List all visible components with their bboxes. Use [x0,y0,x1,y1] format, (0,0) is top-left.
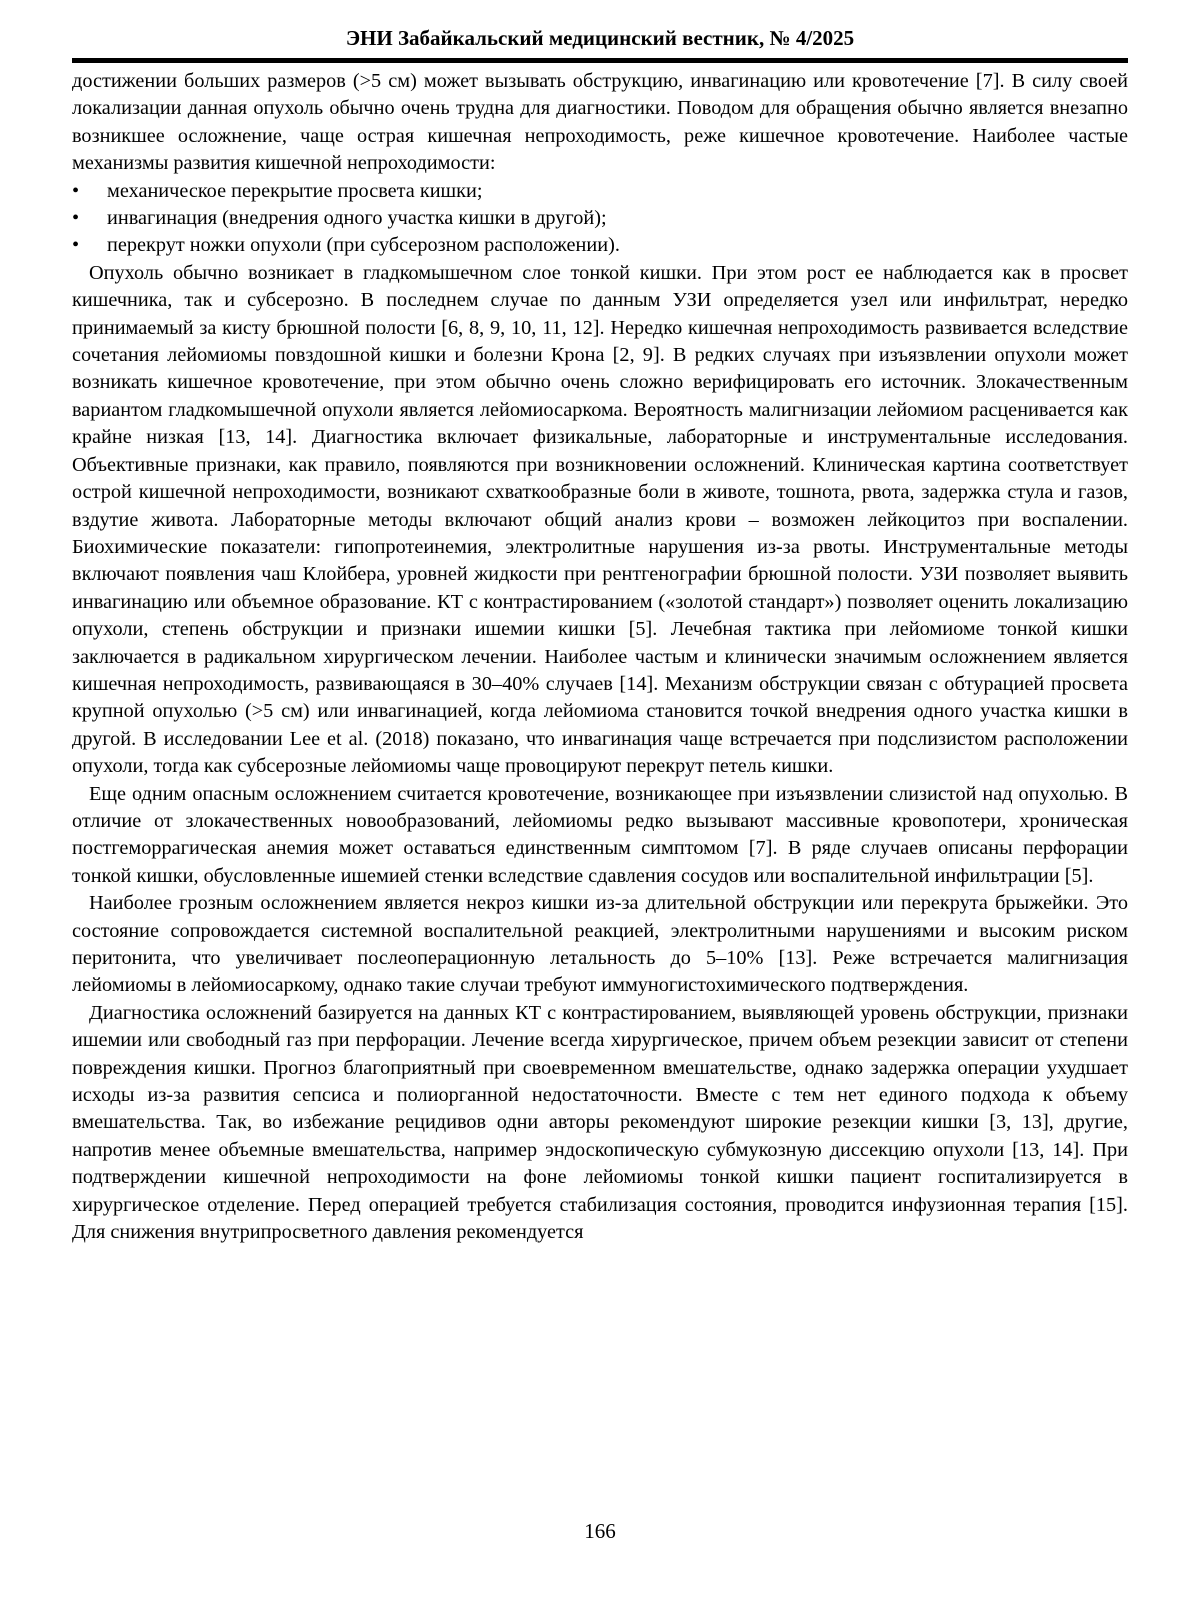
intro-paragraph: достижении больших размеров (>5 см) может вызывать обструкцию, инвагинацию или кровотечение [7]. В силу своей локализации данная опухоль обычно очень трудна для диагностики. Поводом для обращения обычно является внезапно возникшее осложнение, чаще острая кишечная непроходимость, реже кишечное кровотечение. Наиболее частые механизмы развития кишечной непроходимости: [72,70,1128,175]
bullet-icon: • [72,179,80,202]
header-rule [72,58,1128,63]
paragraph: Опухоль обычно возникает в гладкомышечном слое тонкой кишки. При этом рост ее наблюдается как в просвет кишечника, так и субсерозно. В последнем случае по данным УЗИ определяется узел или инфильтрат, нередко принимаемый за кисту брюшной полости [6, 8, 9, 10, 11, 12]. Нередко кишечная непроходимость развивается вследствие сочетания лейомиомы повздошной кишки и болезни Крона [2, 9]. В редких случаях при изъязвлении опухоли может возникать кишечное кровотечение, при этом обычно очень сложно верифицировать его источник. Злокачественным вариантом гладкомышечной опухоли является лейомиосаркома. Вероятность малигнизации лейомиом расценивается как крайне низкая [13, 14]. Диагностика включает физикальные, лабораторные и инструментальные исследования. Объективные признаки, как правило, появляются при возникновении осложнений. Клиническая картина соответствует острой кишечной непроходимости, возникают схваткообразные боли в животе, тошнота, рвота, задержка стула и газов, вздутие живота. Лабораторные методы включают общий анализ крови – возможен лейкоцитоз при воспалении. Биохимические показатели: гипопротеинемия, электролитные нарушения из-за рвоты. Инструментальные методы включают появления чаш Клойбера, уровней жидкости при рентгенографии брюшной полости. УЗИ позволяет выявить инвагинацию или объемное образование. КТ с контрастированием («золотой стандарт») позволяет оценить локализацию опухоли, степень обструкции и признаки ишемии кишки [5]. Лечебная тактика при лейомиоме тонкой кишки заключается в радикальном хирургическом лечении. Наиболее частым и клинически значимым осложнением является кишечная непроходимость, развивающаяся в 30–40% случаев [14]. Механизм обструкции связан с обтурацией просвета крупной опухолью (>5 см) или инвагинацией, когда лейомиома становится точкой внедрения одного участка кишки в другой. В исследовании Lee et al. (2018) показано, что инвагинация чаще встречается при подслизистом расположении опухоли, тогда как субсерозные лейомиомы чаще провоцируют перекрут петель кишки. [72,261,1128,778]
list-item-text: инвагинация (внедрения одного участка кишки в другой); [107,207,607,230]
page [72,0,1128,1600]
bullet-icon: • [72,207,80,230]
article-body [72,68,1128,1246]
list-item [72,232,1128,259]
list-item-text: перекрут ножки опухоли (при субсерозном расположении). [107,234,620,257]
list-item [72,205,1128,232]
bullet-icon: • [72,234,80,257]
paragraph: Еще одним опасным осложнением считается кровотечение, возникающее при изъязвлении слизистой над опухолью. В отличие от злокачественных новообразований, лейомиомы редко вызывают массивные кровопотери, хроническая постгеморрагическая анемия может оставаться единственным симптомом [7]. В ряде случаев описаны перфорации тонкой кишки, обусловленные ишемией стенки вследствие сдавления сосудов или воспалительной инфильтрации [5]. [72,782,1128,887]
list-item-text: механическое перекрытие просвета кишки; [107,179,483,202]
page-number: 166 [584,1519,616,1543]
journal-header: ЭНИ Забайкальский медицинский вестник, № 4/2025 [345,26,855,50]
paragraph: Наиболее грозным осложнением является некроз кишки из-за длительной обструкции или перекрута брыжейки. Это состояние сопровождается системной воспалительной реакцией, электролитными нарушениями и высоким риском перитонита, что увеличивает послеоперационную летальность до 5–10% [13]. Реже встречается малигнизация лейомиомы в лейомиосаркому, однако такие случаи требуют иммуногистохимического подтверждения. [72,892,1128,997]
bullet-list [72,178,1128,260]
list-item [72,178,1128,205]
paragraph: Диагностика осложнений базируется на данных КТ с контрастированием, выявляющей уровень обструкции, признаки ишемии или свободный газ при перфорации. Лечение всегда хирургическое, причем объем резекции зависит от степени повреждения кишки. Прогноз благоприятный при своевременном вмешательстве, однако задержка операции ухудшает исходы из-за развития сепсиса и полиорганной недостаточности. Вместе с тем нет единого подхода к объему вмешательства. Так, во избежание рецидивов одни авторы рекомендуют широкие резекции кишки [3, 13], другие, напротив менее объемные вмешательства, например эндоскопическую субмукозную диссекцию опухоли [13, 14]. При подтверждении кишечной непроходимости на фоне лейомиомы тонкой кишки пациент госпитализируется в хирургическое отделение. Перед операцией требуется стабилизация состояния, проводится инфузионная терапия [15]. Для снижения внутрипросветного давления рекомендуется [72,1001,1128,1244]
